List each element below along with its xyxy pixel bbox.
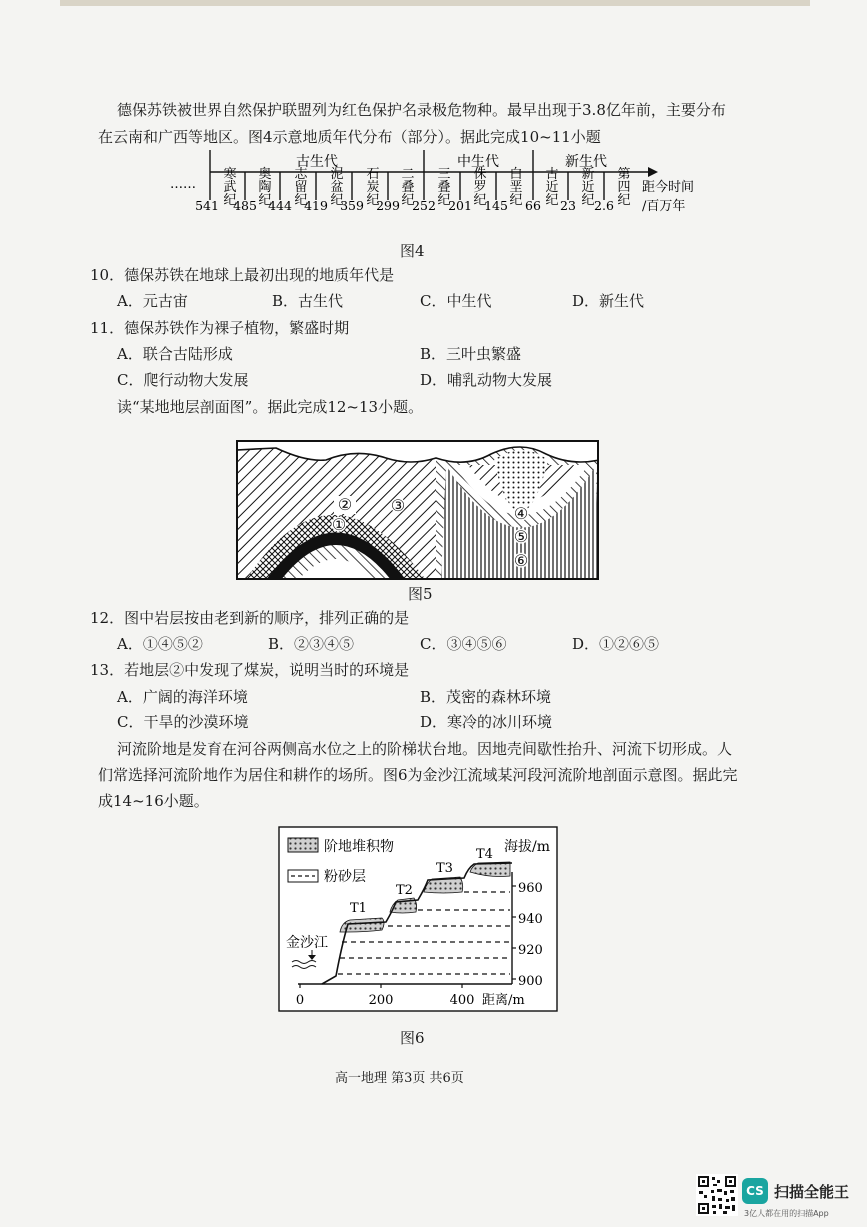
figure-6-river-terraces	[278, 826, 558, 1012]
intro-paragraph-1-line-1: 德保苏铁被世界自然保护联盟列为红色保护名录极危物种。最早出现于3.8亿年前，主要分布	[117, 101, 726, 119]
question-11-stem: 11．德保苏铁作为裸子植物，繁盛时期	[90, 319, 350, 337]
timeline-ellipsis: ……	[170, 177, 196, 192]
question-12-stem: 12．图中岩层按由老到新的顺序，排列正确的是	[90, 609, 410, 627]
q13-option-b[interactable]: B．茂密的森林环境	[420, 688, 552, 706]
age-label: 299	[376, 198, 400, 213]
age-label: 2.6	[594, 198, 614, 213]
q12-option-d[interactable]: D．①②⑥⑤	[572, 635, 660, 653]
q13-option-c[interactable]: C．干旱的沙漠环境	[117, 713, 249, 731]
page-footer: 高一地理 第3页 共6页	[335, 1071, 464, 1086]
period-label: 志留纪	[291, 166, 307, 206]
intro-paragraph-2: 读“某地地层剖面图”。据此完成12~13小题。	[117, 398, 424, 416]
stratum-label-3: ③	[390, 496, 406, 515]
q11-option-d[interactable]: D．哺乳动物大发展	[420, 371, 553, 389]
period-label: 第四纪	[614, 166, 630, 206]
x-tick-label: 0	[295, 993, 305, 1008]
era-label-mesozoic: 中生代	[457, 154, 499, 170]
top-edge-strip	[60, 0, 810, 6]
age-label: 145	[484, 198, 508, 213]
era-label-cenozoic: 新生代	[565, 154, 607, 170]
x-tick-label: 400	[449, 993, 475, 1008]
q10-option-a[interactable]: A．元古宙	[117, 292, 188, 310]
legend-deposit-swatch	[288, 838, 318, 852]
scanner-app-name: 扫描全能王	[774, 1182, 850, 1201]
y-tick-label: 920	[518, 943, 543, 958]
period-label: 泥盆纪	[327, 166, 343, 206]
x-axis-label: 距离/m	[482, 993, 525, 1008]
axis-label-time: 距今时间	[642, 180, 695, 195]
y-tick-label: 960	[518, 881, 543, 896]
q10-option-d[interactable]: D．新生代	[572, 292, 645, 310]
q12-option-a[interactable]: A．①④⑤②	[117, 635, 203, 653]
q13-option-a[interactable]: A．广阔的海洋环境	[117, 688, 248, 706]
legend-deposit-label: 阶地堆积物	[324, 839, 394, 855]
terrace-label-t2: T2	[396, 883, 413, 898]
age-label: 485	[233, 198, 257, 213]
figure-4-timeline	[160, 148, 720, 226]
axis-label-unit: /百万年	[642, 199, 686, 214]
intro-paragraph-1-line-2: 在云南和广西等地区。图4示意地质年代分布（部分）。据此完成10~11小题	[98, 128, 601, 146]
question-10-stem: 10．德保苏铁在地球上最初出现的地质年代是	[90, 266, 395, 284]
question-13-stem: 13．若地层②中发现了煤炭，说明当时的环境是	[90, 661, 410, 679]
age-label: 23	[560, 198, 576, 213]
age-label: 201	[448, 198, 472, 213]
qr-code-icon	[696, 1174, 738, 1216]
age-label: 359	[340, 198, 364, 213]
intro-paragraph-3-line-2: 们常选择河流阶地作为居住和耕作的场所。图6为金沙江流域某河段河流阶地剖面示意图。据此完	[98, 766, 738, 784]
figure-5-strata-section	[236, 440, 599, 580]
terrace-label-t1: T1	[350, 901, 367, 916]
period-label: 三叠纪	[434, 166, 450, 206]
q10-option-b[interactable]: B．古生代	[272, 292, 344, 310]
age-label: 444	[268, 198, 292, 213]
period-label: 白垩纪	[506, 166, 522, 206]
scanner-watermark	[742, 1178, 849, 1204]
q11-option-b[interactable]: B．三叶虫繁盛	[420, 345, 522, 363]
x-tick-label: 200	[368, 993, 394, 1008]
period-label: 新近纪	[578, 166, 594, 206]
camscanner-logo: CS	[742, 1178, 768, 1204]
terrace-label-t4: T4	[476, 847, 493, 862]
period-label: 石炭纪	[363, 166, 379, 206]
period-label: 古近纪	[542, 166, 558, 206]
age-label: 66	[525, 198, 541, 213]
period-label: 寒武纪	[220, 166, 236, 206]
river-label: 金沙江	[286, 935, 328, 951]
figure-5-caption: 图5	[408, 585, 433, 603]
q11-option-a[interactable]: A．联合古陆形成	[117, 345, 233, 363]
q13-option-d[interactable]: D．寒冷的冰川环境	[420, 713, 553, 731]
stratum-label-1: ①	[331, 515, 347, 534]
scanner-text-block	[768, 1181, 849, 1202]
age-label: 541	[195, 198, 219, 213]
scanner-slogan: 3亿人都在用的扫描App	[744, 1209, 829, 1218]
period-label: 奥陶纪	[255, 166, 271, 206]
timeline-arrow-head	[648, 167, 658, 177]
figure-4-caption: 图4	[400, 242, 425, 260]
q10-option-c[interactable]: C．中生代	[420, 292, 492, 310]
legend-silt-label: 粉砂层	[324, 869, 366, 885]
intro-paragraph-3-line-1: 河流阶地是发育在河谷两侧高水位之上的阶梯状台地。因地壳间歇性抬升、河流下切形成。人	[117, 740, 733, 758]
stratum-label-5: ⑤	[513, 527, 529, 546]
figure-6-caption: 图6	[400, 1029, 425, 1047]
q12-option-b[interactable]: B．②③④⑤	[268, 635, 355, 653]
intro-paragraph-3-line-3: 成14~16小题。	[98, 792, 209, 810]
stratum-label-6: ⑥	[513, 551, 529, 570]
q12-option-c[interactable]: C．③④⑤⑥	[420, 635, 507, 653]
period-label: 侏罗纪	[470, 166, 486, 206]
stratum-label-2: ②	[337, 495, 353, 514]
q11-option-c[interactable]: C．爬行动物大发展	[117, 371, 249, 389]
y-tick-label: 900	[518, 974, 543, 989]
age-label: 419	[304, 198, 328, 213]
y-axis-label: 海拔/m	[504, 839, 550, 855]
y-tick-label: 940	[518, 912, 543, 927]
age-label: 252	[412, 198, 436, 213]
period-label: 二叠纪	[398, 166, 414, 206]
terrace-label-t3: T3	[436, 861, 453, 876]
era-label-paleozoic: 古生代	[296, 154, 338, 170]
stratum-label-4: ④	[513, 504, 529, 523]
